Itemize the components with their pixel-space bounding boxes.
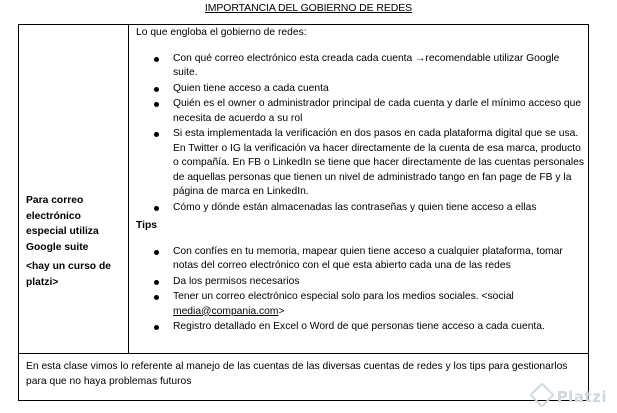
row-divider xyxy=(19,353,588,354)
column-divider xyxy=(128,25,129,353)
document-title: IMPORTANCIA DEL GOBIERNO DE REDES xyxy=(204,2,413,14)
list-item: Quien tiene acceso a cada cuenta xyxy=(136,82,586,97)
bullet-icon xyxy=(154,280,159,285)
list-item: Da los permisos necesarios xyxy=(136,275,586,290)
governance-list xyxy=(136,52,586,216)
list-item: Con confíes en tu memoria, mapear quien tiene acceso a cualquier plataforma, tomar notas del correo electrónico con el que esta abierto cada una de las redes xyxy=(136,245,586,274)
bullet-icon xyxy=(154,57,159,62)
bullet-icon xyxy=(154,295,159,300)
bullet-icon xyxy=(154,132,159,137)
list-item: Registro detallado en Excel o Word de que personas tiene acceso a cada cuenta. xyxy=(136,320,586,335)
platzi-watermark: Platzi xyxy=(533,386,607,405)
section-intro: Lo que engloba el gobierno de redes: xyxy=(136,27,307,38)
left-cell-note: <hay un curso de platzi> xyxy=(26,261,111,288)
list-item: Cómo y dónde están almacenadas las contraseñas y quien tiene acceso a ellas xyxy=(136,201,586,216)
list-item: Tener un correo electrónico especial solo para los medios sociales. <social media@compania.com> xyxy=(136,290,586,319)
tips-heading: Tips xyxy=(136,220,157,231)
left-cell-label: Para correo electrónico especial utiliza Google suite xyxy=(26,195,99,253)
tips-list xyxy=(136,245,586,335)
email-link[interactable]: media@compania.com xyxy=(173,305,279,317)
bullet-icon xyxy=(154,87,159,92)
platzi-logo-icon xyxy=(529,382,554,407)
list-item: Quién es el owner o administrador principal de cada cuenta y darle el mínimo acceso que necesita de acuerdo a su rol xyxy=(136,97,586,126)
summary-text: En esta clase vimos lo referente al manejo de las cuentas de las diversas cuentas de redes y los tips para gestionarlos para que no haya problemas futuros xyxy=(26,361,568,387)
list-item: Con qué correo electrónico esta creada cada cuenta →recomendable utilizar Google suite. xyxy=(136,52,586,81)
bullet-icon xyxy=(154,250,159,255)
right-cell xyxy=(136,26,586,336)
list-item: Si esta implementada la verificación en dos pasos en cada plataforma digital que se usa. En Twitter o IG la verificación va hacer directamente de la cuenta de esa marca, producto o compañía. En FB o LinkedIn se tiene que hacer directamente de las cuentas personales de aquellas personas que tienen un nivel de administrado tango en fan page de FB y la página de marca en LinkedIn. xyxy=(136,127,586,200)
left-cell xyxy=(26,193,124,290)
bullet-icon xyxy=(154,206,159,211)
bullet-icon xyxy=(154,325,159,330)
bullet-icon xyxy=(154,102,159,107)
notes-table xyxy=(18,24,589,401)
